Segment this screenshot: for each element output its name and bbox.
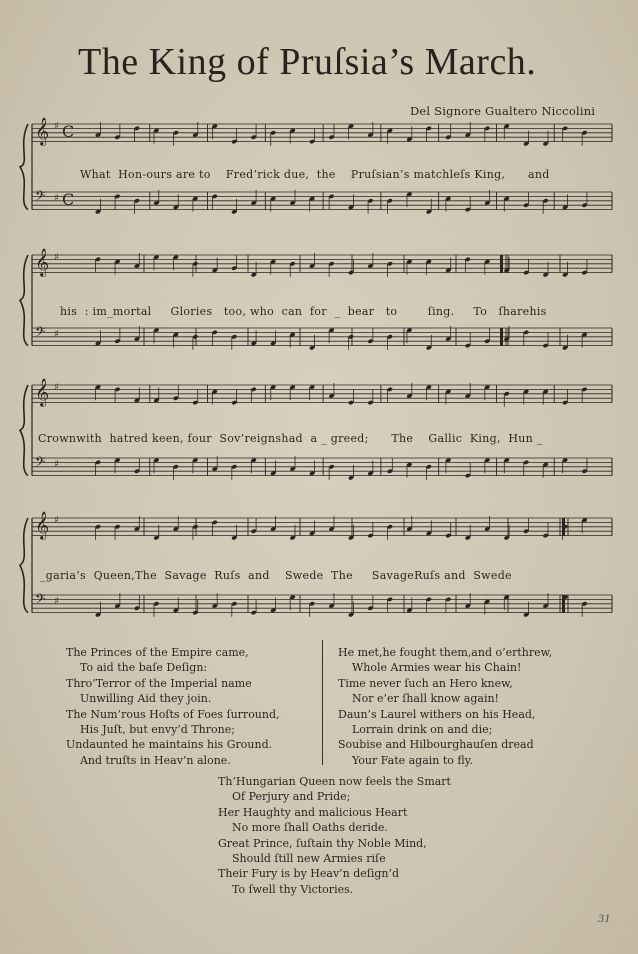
- system-brace: [20, 124, 28, 210]
- system-brace: [20, 385, 28, 476]
- sharp-icon: ♯: [54, 459, 59, 470]
- bass-clef-icon: 𝄢: [35, 454, 46, 473]
- verse-line: Her Haughty and malicious Heart: [218, 805, 408, 819]
- verse-divider: [322, 640, 323, 765]
- verse-line: The Princes of the Empire came,: [66, 646, 249, 659]
- treble-clef-icon: 𝄞: [35, 248, 50, 276]
- verse-line: To ſwell thy Victories.: [218, 882, 354, 896]
- bass-clef-icon: 𝄢: [35, 591, 46, 610]
- verse-line: Daun’s Laurel withers on his Head,: [338, 707, 536, 721]
- verse-line: Th’Hungarian Queen now feels the Smart: [218, 775, 451, 788]
- verse-line: And truſts in Heav’n alone.: [66, 753, 231, 767]
- verse-line: He met,he fought them,and o’erthrew,: [338, 646, 553, 659]
- verse-line: Their Fury is by Heav’n deſign’d: [218, 867, 400, 881]
- verse-line: Unwilling Aid they join.: [66, 692, 212, 706]
- verse-line: Lorrain drink on and die;: [338, 723, 493, 737]
- lyric-line-4: _garia’s Queen,The Savage Ruſs and Swede The SavageRuſs and Swede: [40, 569, 512, 582]
- verse-block-bottom: [218, 774, 518, 897]
- verse-block-left: [66, 645, 316, 768]
- verse-block-right: [338, 645, 598, 768]
- bass-clef-icon: 𝄢: [35, 324, 46, 343]
- lyric-line-3: Crownwith hatred keen, four Sov’reignshad a _ greed; The Gallic King, Hun _: [38, 432, 543, 445]
- verse-line: Of Perjury and Pride;: [218, 790, 351, 804]
- verse-line: Undaunted he maintains his Ground.: [66, 738, 273, 752]
- repeat-thick-bar: [500, 328, 503, 346]
- system-brace: [20, 518, 28, 613]
- time-signature-icon: C: [62, 122, 75, 141]
- verse-line: Thro’Terror of the Imperial name: [66, 676, 252, 690]
- sharp-icon: ♯: [54, 121, 59, 132]
- sharp-icon: ♯: [54, 515, 59, 526]
- repeat-thick-bar: [562, 595, 565, 613]
- repeat-thick-bar: [500, 255, 503, 273]
- treble-clef-icon: 𝄞: [35, 511, 50, 539]
- system-brace: [20, 255, 28, 346]
- verse-line: Should ſtill new Armies riſe: [218, 852, 386, 866]
- repeat-thick-bar: [562, 518, 565, 536]
- verse-line: No more ſhall Oaths deride.: [218, 821, 388, 835]
- verse-line: Your Fate again to fly.: [338, 753, 474, 767]
- verse-line: Great Prince, ſuſtain thy Noble Mind,: [218, 836, 427, 850]
- verse-line: The Num’rous Hoſts of Foes ſurround,: [66, 707, 280, 721]
- verse-line: His Juſt, but envy’d Throne;: [66, 723, 235, 737]
- time-signature-icon: C: [62, 190, 75, 209]
- lyric-line-1: What Hon-ours are to Fred’rick due, the Pruſsian’s matchleſs King, and: [80, 168, 550, 181]
- page-number: 31: [598, 914, 611, 925]
- composer-credit: Del Signore Gualtero Niccolini: [410, 104, 596, 118]
- verse-line: To aid the baſe Deſign:: [66, 661, 208, 675]
- treble-clef-icon: 𝄞: [35, 378, 50, 406]
- verse-line: Soubise and Hilbourghauſen dread: [338, 738, 534, 752]
- page-title: The King of Pruſsia’s March.: [78, 41, 537, 83]
- sharp-icon: ♯: [54, 252, 59, 263]
- sharp-icon: ♯: [54, 193, 59, 204]
- lyric-line-2: his : im_mortal Glories too, who can for _ bear to ſing. To ſharehis: [60, 305, 547, 318]
- treble-clef-icon: 𝄞: [35, 117, 50, 145]
- sharp-icon: ♯: [54, 329, 59, 340]
- sharp-icon: ♯: [54, 596, 59, 607]
- verse-line: Whole Armies wear his Chain!: [338, 661, 522, 675]
- verse-line: Time never ſuch an Hero knew,: [338, 676, 513, 690]
- sharp-icon: ♯: [54, 382, 59, 393]
- verse-line: Nor e’er ſhall know again!: [338, 692, 499, 706]
- bass-clef-icon: 𝄢: [35, 188, 46, 207]
